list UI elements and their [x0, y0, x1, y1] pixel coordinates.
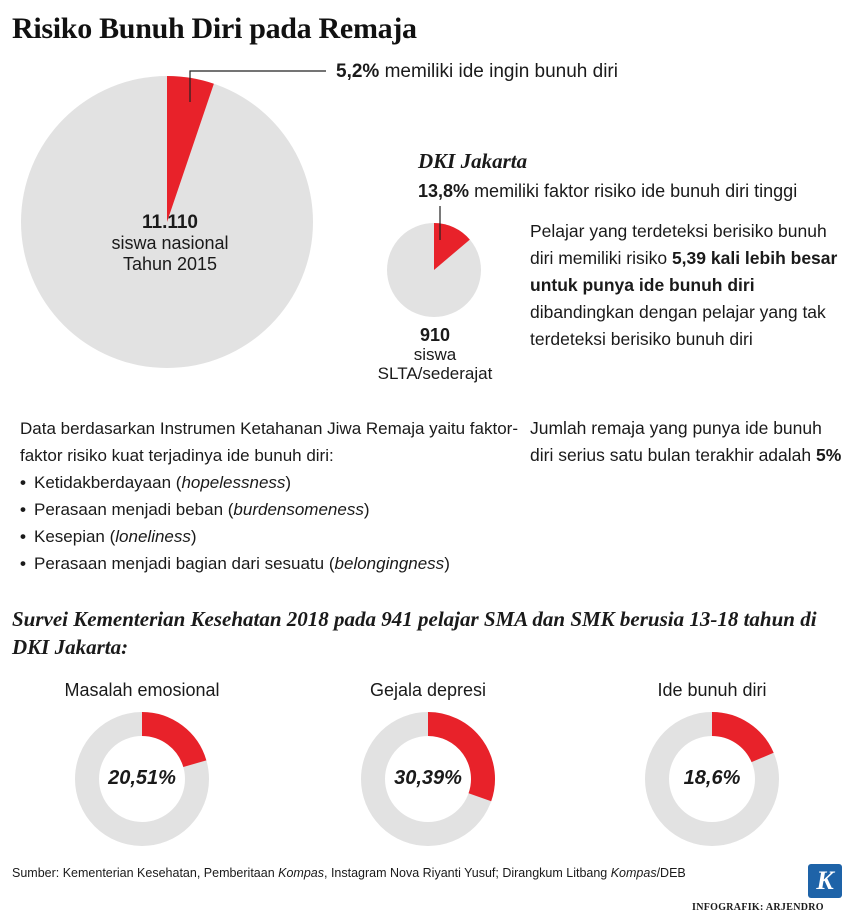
factor-close: )	[444, 554, 450, 573]
dki-share-value: 13,8%	[418, 181, 470, 201]
factor-label: Ketidakberdayaan (	[34, 473, 182, 492]
donut-value-ide: 18,6%	[683, 767, 741, 789]
source-text: Sumber: Kementerian Kesehatan, Pemberitaan	[12, 866, 279, 880]
risk-paragraph	[530, 218, 842, 353]
factor-label: Perasaan menjadi bagian dari sesuatu (	[34, 554, 335, 573]
factor-close: )	[285, 473, 292, 492]
factor-term: loneliness	[115, 527, 191, 546]
donut-title-emosional: Masalah emosional	[64, 680, 220, 700]
dki-label-line1: siswa	[413, 345, 457, 364]
factor-close: )	[363, 500, 370, 519]
donut-arc-ide	[712, 724, 763, 757]
jumlah-paragraph	[530, 415, 842, 469]
infographic-credit: INFOGRAFIK: ARJENDRO	[692, 902, 824, 913]
risk-text-1: Pelajar yang terdeteksi berisiko bunuh diri memiliki risiko	[530, 221, 827, 268]
national-share-value: 5,2%	[336, 61, 380, 82]
list-item	[20, 523, 520, 550]
dki-heading: DKI Jakarta	[418, 149, 528, 173]
source-note	[12, 866, 686, 880]
risk-text-2: dibandingkan dengan pelajar yang tak terdeteksi berisiko bunuh diri	[530, 302, 826, 349]
national-label-line1: siswa nasional	[111, 233, 229, 253]
pie-dki	[387, 223, 481, 317]
jumlah-value: 5%	[816, 445, 842, 465]
factor-close: )	[190, 527, 197, 546]
risk-factors-intro: Data berdasarkan Instrumen Ketahanan Jiwa Remaja yaitu faktor-faktor risiko kuat terjadinya ide bunuh diri:	[20, 419, 518, 465]
dki-callout	[418, 181, 797, 202]
list-item	[20, 469, 520, 496]
kompas-logo-icon: K	[808, 864, 842, 898]
dki-share-text: memiliki faktor risiko ide bunuh diri tinggi	[474, 181, 798, 201]
donut-title-ide: Ide bunuh diri	[657, 680, 767, 700]
national-label-line2: Tahun 2015	[122, 254, 218, 274]
national-label	[70, 212, 270, 275]
risk-factors-block	[20, 415, 520, 577]
dki-label	[360, 326, 510, 383]
factor-label: Perasaan menjadi beban (	[34, 500, 234, 519]
national-callout	[336, 61, 618, 83]
page-title: Risiko Bunuh Diri pada Remaja	[12, 12, 417, 45]
risk-factors-list	[20, 469, 520, 577]
dki-label-line2: SLTA/sederajat	[377, 364, 493, 383]
jumlah-text: Jumlah remaja yang punya ide bunuh diri serius satu bulan terakhir adalah	[530, 418, 822, 465]
source-kompas: Kompas	[610, 866, 657, 880]
factor-label: Kesepian (	[34, 527, 116, 546]
donut-arc-emosional	[142, 724, 195, 764]
factor-term: hopelessness	[181, 473, 286, 492]
survey-title: Survei Kementerian Kesehatan 2018 pada 941 pelajar SMA dan SMK berusia 13-18 tahun di DKI Jakarta:	[12, 607, 817, 659]
donut-value-depresi: 30,39%	[394, 767, 462, 789]
source-text: /DEB	[656, 866, 686, 880]
national-share-text: memiliki ide ingin bunuh diri	[384, 61, 618, 82]
donut-title-depresi: Gejala depresi	[369, 680, 487, 700]
factor-term: belongingness	[334, 554, 445, 573]
risk-text-bold: 5,39 kali lebih besar untuk punya ide bunuh diri	[530, 248, 838, 295]
dki-count: 910	[419, 325, 451, 345]
factor-term: burdensomeness	[233, 500, 364, 519]
list-item	[20, 550, 520, 577]
source-text: , Instagram Nova Riyanti Yusuf; Dirangkum Litbang	[324, 866, 611, 880]
national-count: 11.110	[141, 212, 199, 233]
source-kompas: Kompas	[278, 866, 324, 880]
donut-value-emosional: 20,51%	[108, 767, 176, 789]
list-item	[20, 496, 520, 523]
